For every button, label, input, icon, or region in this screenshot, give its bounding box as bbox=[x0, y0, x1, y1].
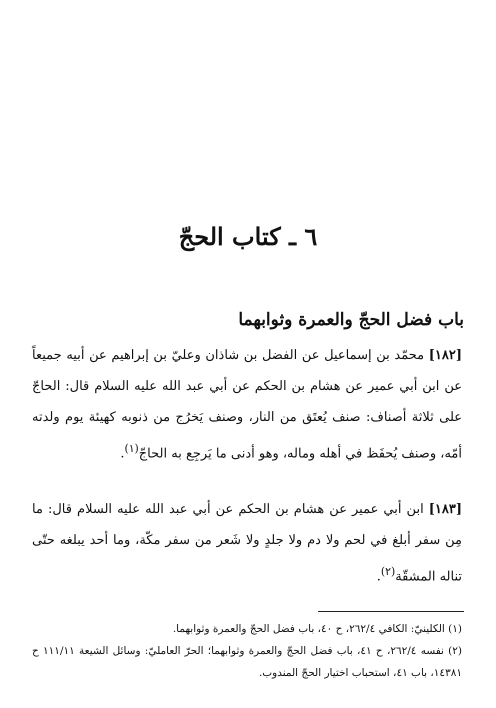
section-title: باب فضل الحجّ والعمرة وثوابهما bbox=[238, 310, 464, 330]
hadith-number: [١٨٢] bbox=[428, 348, 462, 363]
sentence-end: . bbox=[376, 569, 381, 585]
footnote: (١) الكلينيّ: الكافي ٢٦٢/٤، ح ٤٠، باب فضل الحجّ والعمرة وثوابهما. bbox=[172, 623, 462, 635]
hadith-paragraph bbox=[32, 494, 462, 592]
sentence-end: . bbox=[120, 446, 125, 462]
hadith-text: ابن أبي عمير عن هشام بن الحكم عن أبي عبد الله عليه السلام قال: ما مِن سفر أبلغ في لحم ولا دم ولا جلدٍ ولا شَعر من سفر مكّة، وما أحد يبلغه حتّى تناله المشقّة bbox=[32, 502, 462, 585]
footnote: (٢) نفسه ٢٦٢/٤، ح ٤١، باب فضل الحجّ والعمرة وثوابهما؛ الحرّ العامليّ: وسائل الشيعة ١١١/١١ ح ١٤٣٨١، باب ٤١، استحباب اختيار الحجّ المندوب. bbox=[32, 645, 463, 679]
hadith-text: محمّد بن إسماعيل عن الفضل بن شاذان وعليّ بن إبراهيم عن أبيه جميعاً عن ابن أبي عمير عن هشام بن الحكم عن أبي عبد الله عليه السلام قال: الحاجّ على ثلاثة أصناف: صنف يُعتَق من النار، وصنف يَخرُج من ذنوبه كهيئة يوم ولدته أمّه، وصنف يُحفَظ في أهله وماله، وهو أدنى ما يَرجِع به الحاجّ bbox=[32, 348, 462, 462]
chapter-title: ٦ ـ كتاب الحجّ bbox=[178, 222, 318, 251]
footnote-marker: (٢) bbox=[380, 565, 396, 578]
footnote-divider bbox=[318, 611, 464, 612]
hadith-paragraph bbox=[32, 340, 462, 469]
footnote-marker: (١) bbox=[124, 442, 139, 455]
hadith-number: [١٨٣] bbox=[428, 502, 462, 517]
